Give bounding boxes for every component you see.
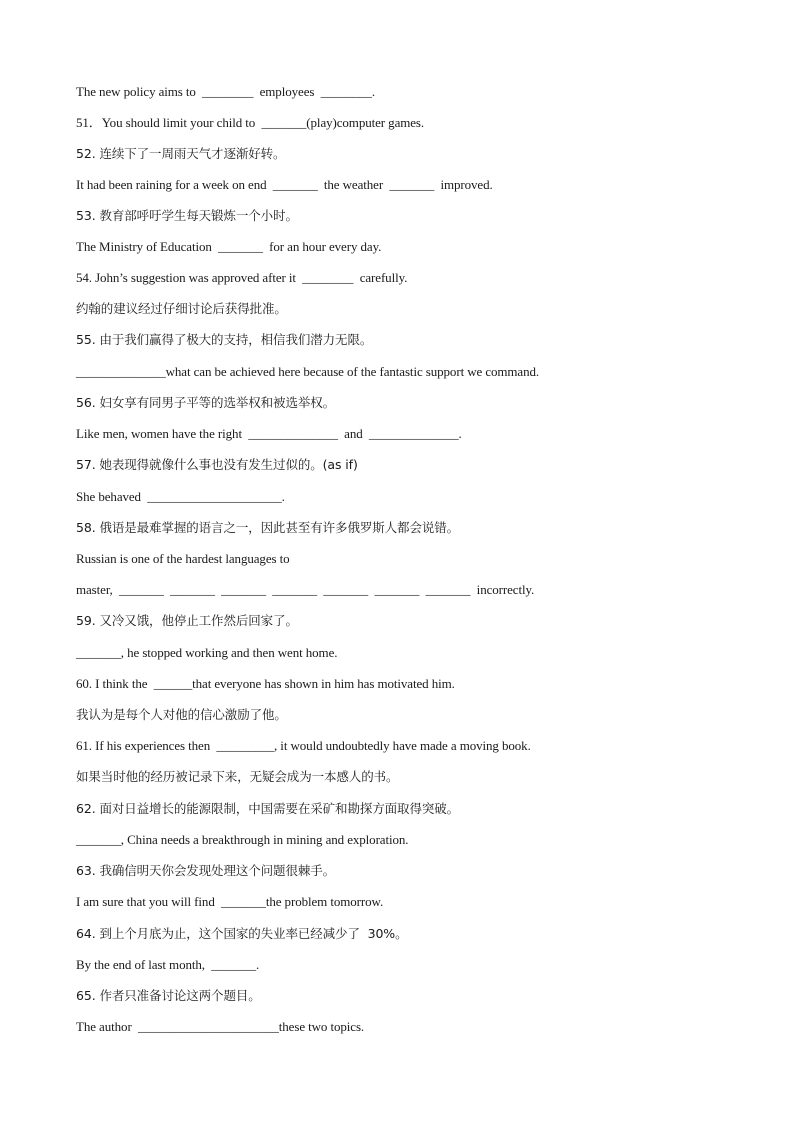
- question-64-answer: By the end of last month, _______.: [76, 957, 260, 972]
- question-63-answer: I am sure that you will find _______the problem tomorrow.: [76, 894, 384, 909]
- question-59-prompt: 59. 又冷又饿，他停止工作然后回家了。: [76, 613, 298, 628]
- question-51: 51．You should limit your child to _______(play)computer games.: [76, 115, 425, 130]
- question-58-prompt: 58. 俄语是最难掌握的语言之一，因此甚至有许多俄罗斯人都会说错。: [76, 520, 460, 535]
- question-56-prompt: 56. 妇女享有同男子平等的选举权和被选举权。: [76, 395, 336, 410]
- question-52-prompt: 52. 连续下了一周雨天气才逐渐好转。: [76, 146, 286, 161]
- question-57-prompt: 57. 她表现得就像什么事也没有发生过似的。(as if): [76, 457, 358, 472]
- question-54: 54. John’s suggestion was approved after it ________ carefully.: [76, 270, 408, 285]
- text-line-policy: The new policy aims to ________ employees ________.: [76, 84, 375, 99]
- question-61: 61. If his experiences then _________, it would undoubtedly have made a moving book.: [76, 738, 531, 753]
- question-54-translation: 约翰的建议经过仔细讨论后获得批准。: [76, 301, 287, 316]
- question-57-answer: She behaved _____________________.: [76, 489, 285, 504]
- question-65-answer: The author ______________________these two topics.: [76, 1019, 365, 1034]
- question-58-answer-line1: Russian is one of the hardest languages to: [76, 551, 290, 566]
- question-56-answer: Like men, women have the right ______________ and ______________.: [76, 426, 462, 441]
- question-63-prompt: 63. 我确信明天你会发现处理这个问题很棘手。: [76, 863, 336, 878]
- question-53-prompt: 53. 教育部呼吁学生每天锻炼一个小时。: [76, 208, 298, 223]
- question-58-answer-line2: master, _______ _______ _______ _______ _______ _______ _______ incorrectly.: [76, 582, 535, 597]
- question-65-prompt: 65. 作者只准备讨论这两个题目。: [76, 988, 261, 1003]
- question-52-answer: It had been raining for a week on end _______ the weather _______ improved.: [76, 177, 493, 192]
- question-60-translation: 我认为是每个人对他的信心激励了他。: [76, 707, 287, 722]
- question-59-answer: _______, he stopped working and then went home.: [76, 645, 338, 660]
- question-62-answer: _______, China needs a breakthrough in mining and exploration.: [76, 832, 409, 847]
- question-55-answer: ______________what can be achieved here because of the fantastic support we command.: [76, 364, 540, 379]
- question-62-prompt: 62. 面对日益增长的能源限制，中国需要在采矿和勘探方面取得突破。: [76, 801, 460, 816]
- question-60: 60. I think the ______that everyone has shown in him has motivated him.: [76, 676, 455, 691]
- question-61-translation: 如果当时他的经历被记录下来，无疑会成为一本感人的书。: [76, 769, 399, 784]
- question-53-answer: The Ministry of Education _______ for an hour every day.: [76, 239, 382, 254]
- question-64-prompt: 64. 到上个月底为止，这个国家的失业率已经减少了 30%。: [76, 926, 408, 941]
- question-55-prompt: 55. 由于我们赢得了极大的支持，相信我们潜力无限。: [76, 332, 373, 347]
